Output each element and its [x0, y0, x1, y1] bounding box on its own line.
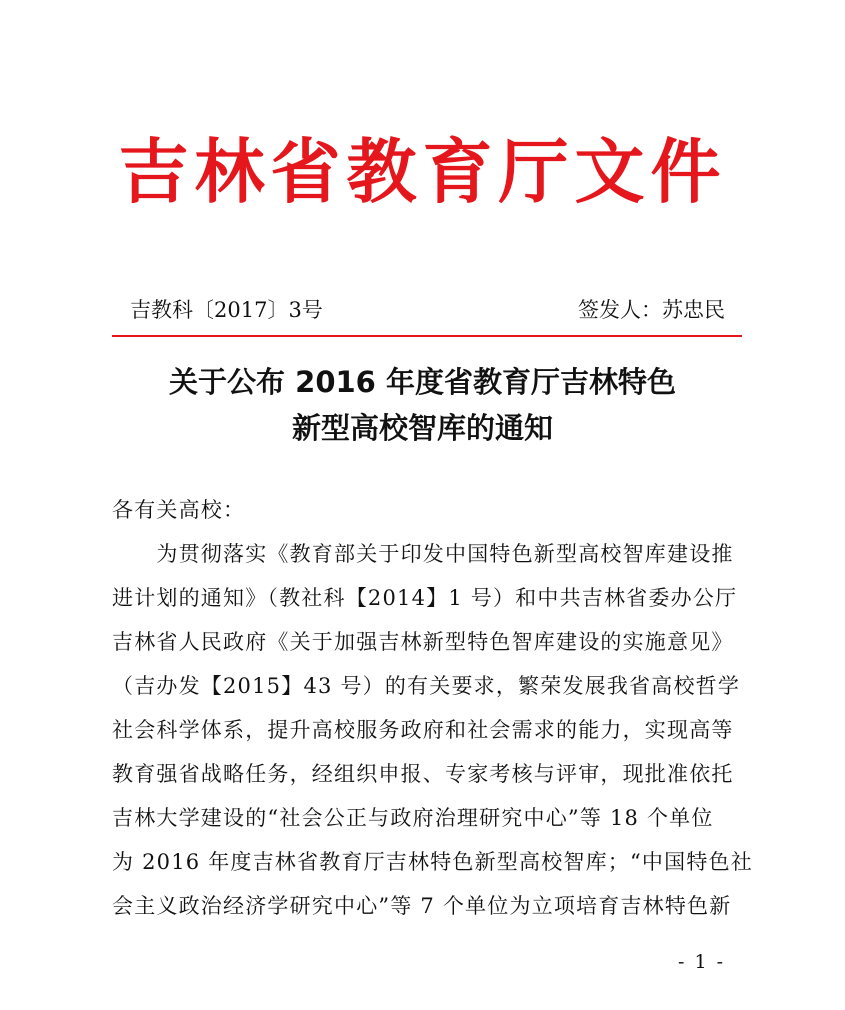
body-line-1: 为贯彻落实《教育部关于印发中国特色新型高校智库建设推	[112, 542, 734, 566]
red-separator-line	[112, 335, 742, 337]
body-line-6: 教育强省战略任务，经组织申报、专家考核与评审，现批准依托	[112, 762, 734, 786]
page-number: - 1 -	[677, 951, 725, 973]
red-header-title: 吉林省教育厅文件	[118, 131, 727, 213]
salutation: 各有关高校：	[112, 498, 246, 522]
document-number: 吉教科〔2017〕3号	[130, 298, 323, 322]
body-line-2: 进计划的通知》（教社科【2014】1 号）和中共吉林省委办公厅	[112, 586, 738, 610]
notice-title-line-1: 关于公布 2016 年度省教育厅吉林特色	[169, 365, 676, 399]
body-line-9: 会主义政治经济学研究中心”等 7 个单位为立项培育吉林特色新	[112, 894, 732, 918]
body-line-3: 吉林省人民政府《关于加强吉林新型特色智库建设的实施意见》	[112, 630, 734, 654]
body-line-7: 吉林大学建设的“社会公正与政府治理研究中心”等 18 个单位	[112, 806, 714, 830]
signer-label: 签发人：苏忠民	[578, 298, 725, 322]
notice-title-line-2: 新型高校智库的通知	[291, 411, 553, 445]
body-line-8: 为 2016 年度吉林省教育厅吉林特色新型高校智库；“中国特色社	[112, 850, 753, 874]
body-line-5: 社会科学体系，提升高校服务政府和社会需求的能力，实现高等	[112, 718, 734, 742]
body-line-4: （吉办发【2015】43 号）的有关要求，繁荣发展我省高校哲学	[112, 674, 741, 698]
